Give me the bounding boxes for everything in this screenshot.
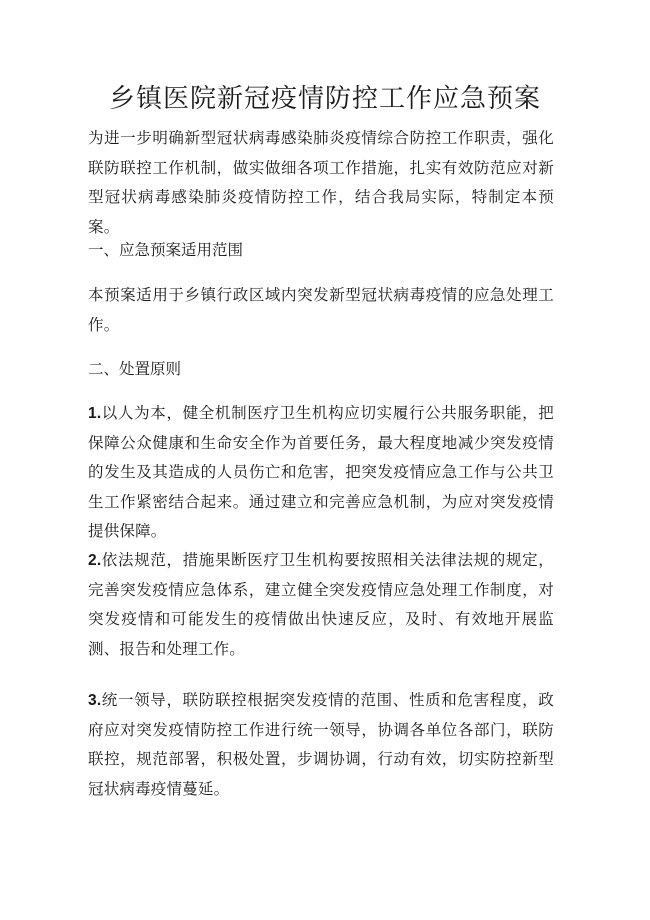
intro-paragraph: 为进一步明确新型冠状病毒感染肺炎疫情综合防控工作职责，强化联防联控工作机制，做实做细各项工作措施，扎实有效防范应对新型冠状病毒感染肺炎疫情防控工作，结合我局实际，特制定本预案。: [88, 129, 554, 236]
principle-1-paragraph: [88, 399, 554, 547]
principle-2-number: 2.: [88, 552, 102, 569]
section-1-paragraph: 本预案适用于乡镇行政区域内突发新型冠状病毒疫情的应急处理工作。: [88, 286, 554, 334]
principle-3-text: 统一领导，联防联控根据突发疫情的范围、性质和危害程度，政府应对突发疫情防控工作进行统一领导，协调各单位各部门，联防联控，规范部署，积极处置，步调协调，行动有效，切实防控新型冠状病毒疫情蔓延。: [88, 691, 554, 798]
section-1-heading: 一、应急预案适用范围: [88, 241, 244, 259]
principle-2-text: 依法规范，措施果断医疗卫生机构要按照相关法律法规的规定，完善突发疫情应急体系，建立健全突发疫情应急处理工作制度，对突发疫情和可能发生的疫情做出快速反应，及时、有效地开展监测、报告和处理工作。: [88, 551, 554, 658]
principle-2-paragraph: [88, 546, 554, 664]
principle-3-paragraph: [88, 686, 554, 804]
principle-1-text: 以人为本，健全机制医疗卫生机构应切实履行公共服务职能，把保障公众健康和生命安全作为首要任务，最大程度地减少突发疫情的发生及其造成的人员伤亡和危害，把突发疫情应急工作与公共卫生工作紧密结合起来。通过建立和完善应急机制，为应对突发疫情提供保障。: [88, 404, 554, 540]
document-title: 乡镇医院新冠疫情防控工作应急预案: [108, 84, 541, 114]
principle-3-number: 3.: [88, 692, 102, 709]
section-2-heading: 二、处置原则: [88, 360, 182, 378]
principle-1-number: 1.: [88, 405, 102, 422]
